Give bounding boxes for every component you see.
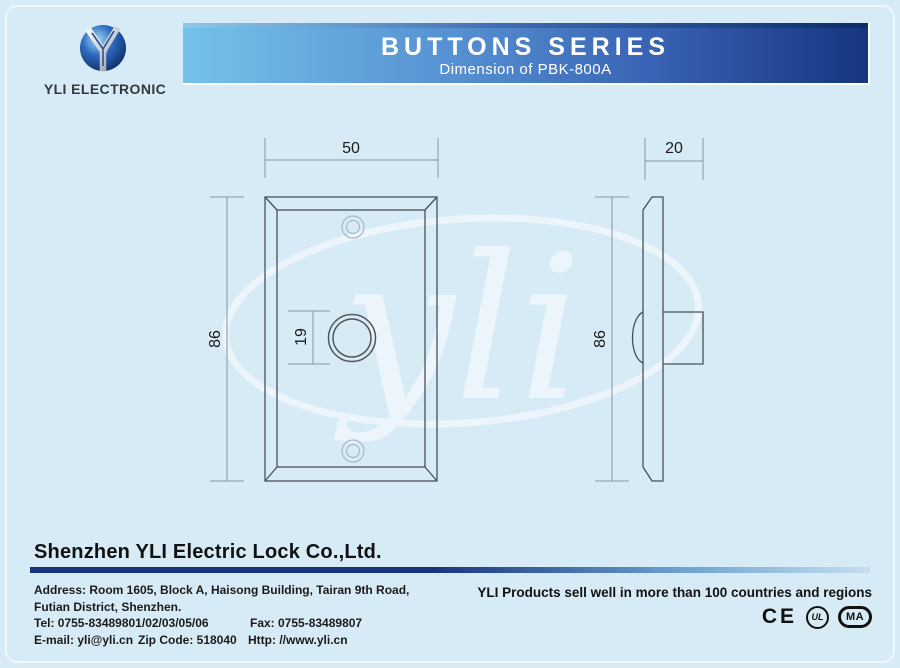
email-line: E-mail: yli@yli.cn bbox=[34, 633, 134, 647]
ma-mark-icon: MA bbox=[838, 606, 872, 628]
side-height-label: 86 bbox=[592, 330, 609, 348]
certification-marks bbox=[762, 605, 872, 629]
front-width-label: 50 bbox=[342, 140, 360, 157]
side-view bbox=[633, 197, 704, 481]
slogan-text: YLI Products sell well in more than 100 countries and regions bbox=[477, 585, 872, 600]
company-logo bbox=[30, 10, 180, 95]
footer-divider-bar bbox=[30, 567, 870, 573]
side-plate-outline bbox=[643, 197, 663, 481]
model-subtitle: Dimension of PBK-800A bbox=[439, 61, 612, 78]
yli-logo-icon bbox=[30, 10, 180, 82]
series-title: BUTTONS SERIES bbox=[380, 33, 671, 61]
side-dimensions bbox=[595, 138, 703, 481]
ce-mark-icon: CE bbox=[761, 605, 797, 628]
button-diameter-label: 19 bbox=[293, 328, 310, 346]
address-line-1: Address: Room 1605, Block A, Haisong Building, Tairan 9th Road, bbox=[34, 583, 410, 597]
zip-line: Zip Code: 518040 bbox=[138, 633, 237, 647]
company-name: Shenzhen YLI Electric Lock Co.,Ltd. bbox=[34, 541, 382, 563]
banner-main bbox=[183, 28, 868, 83]
fax-line: Fax: 0755-83489807 bbox=[250, 616, 363, 630]
side-depth-label: 20 bbox=[665, 140, 683, 157]
logo-text: YLI ELECTRONIC bbox=[43, 81, 167, 97]
side-button-dome bbox=[633, 312, 644, 363]
tel-line: Tel: 0755-83489801/02/03/05/06 bbox=[34, 616, 209, 630]
header-banner bbox=[183, 23, 870, 85]
ul-mark-icon: UL bbox=[806, 606, 829, 629]
watermark-script: yli bbox=[341, 213, 583, 446]
yli-watermark bbox=[218, 203, 705, 446]
http-line: Http: //www.yli.cn bbox=[248, 633, 348, 647]
address-line-2: Futian District, Shenzhen. bbox=[34, 600, 182, 614]
front-height-label: 86 bbox=[207, 330, 224, 348]
